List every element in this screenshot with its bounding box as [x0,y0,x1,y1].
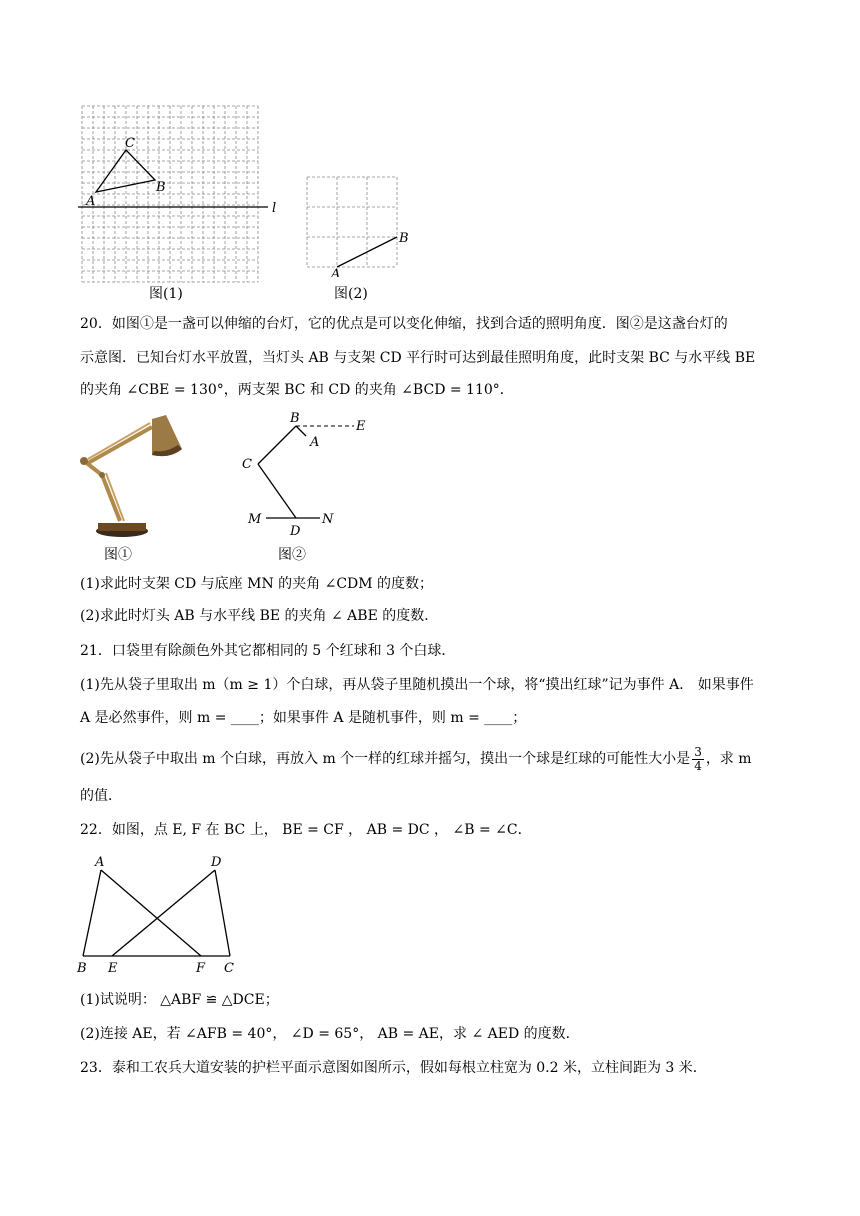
schematic-label-c: C [242,457,252,472]
fig1-caption: 图(1) [149,286,183,302]
fig2-label-b: B [399,231,409,246]
q22-line1: 22．如图，点 E, F 在 BC 上， BE = CF ， AB = DC ， ∠B = ∠C． [80,822,532,838]
q21-part1-line1: (1)先从袋子里取出 m（m ≥ 1）个白球，再从袋子里随机摸出一个球，将“摸出红球”记为事件 A． 如果事件 [80,677,754,693]
triangle-label-a: A [95,855,105,870]
schematic-label-e: E [356,419,366,434]
q21-part1-line2: A 是必然事件，则 m = ____；如果事件 A 是随机事件，则 m = ____； [80,710,527,726]
triangle-label-e: E [108,961,118,976]
grid-figure-2 [300,172,420,277]
q22-part2: (2)连接 AE，若 ∠AFB = 40°， ∠D = 65°， AB = AE，求 ∠ AED 的度数． [80,1026,580,1042]
q21-part2-after: ，求 m [705,751,752,767]
q21-part2-line2: 的值． [80,788,122,804]
q23-line1: 23．泰和工农兵大道安装的护栏平面示意图如图所示，假如每根立柱宽为 0.2 米，立柱间距为 3 米． [80,1060,707,1076]
fig1-label-c: C [125,136,135,151]
triangle-label-c: C [224,961,234,976]
q21-part2-before: (2)先从袋子中取出 m 个白球，再放入 m 个一样的红球并摇匀，摸出一个球是红球的可能性大小是 [80,751,691,767]
q20-line1: 20．如图①是一盏可以伸缩的台灯，它的优点是可以变化伸缩，找到合适的照明角度．图②是这盏台灯的 [80,316,728,332]
q20-fig1-caption: 图① [104,547,132,563]
fig1-label-b: B [156,180,166,195]
grid-figure-1 [78,100,288,290]
q22-part1: (1)试说明： △ABF ≌ △DCE； [80,992,279,1008]
q21-part2-line1 [80,741,780,777]
fraction-numerator: 3 [694,744,702,759]
lamp-schematic [240,410,380,542]
fig2-label-a: A [331,267,341,277]
q20-part1: (1)求此时支架 CD 与底座 MN 的夹角 ∠CDM 的度数； [80,576,434,592]
q20-line3: 的夹角 ∠CBE = 130°，两支架 BC 和 CD 的夹角 ∠BCD = 110°． [80,382,514,398]
desk-lamp-image [74,415,186,541]
triangle-label-b: B [77,961,87,976]
fraction-three-quarters [692,746,704,773]
q20-line2: 示意图．已知台灯水平放置，当灯头 AB 与支架 CD 平行时可达到最佳照明角度，此时支架 BC 与水平线 BE [80,350,756,366]
fraction-denominator: 4 [694,758,702,773]
triangle-label-d: D [211,855,222,870]
schematic-label-m: M [248,512,262,527]
schematic-label-d: D [290,524,301,539]
fig2-caption: 图(2) [334,286,368,302]
triangle-figure [72,852,252,977]
triangle-label-f: F [196,961,206,976]
schematic-label-a: A [310,435,320,450]
q20-part2: (2)求此时灯头 AB 与水平线 BE 的夹角 ∠ ABE 的度数． [80,608,439,624]
fig1-label-l: l [272,201,277,216]
schematic-label-n: N [322,512,334,527]
schematic-label-b: B [290,411,300,426]
q21-line1: 21．口袋里有除颜色外其它都相同的 5 个红球和 3 个白球． [80,643,456,659]
q20-fig2-caption: 图② [278,547,306,563]
fig1-label-a: A [86,194,96,209]
